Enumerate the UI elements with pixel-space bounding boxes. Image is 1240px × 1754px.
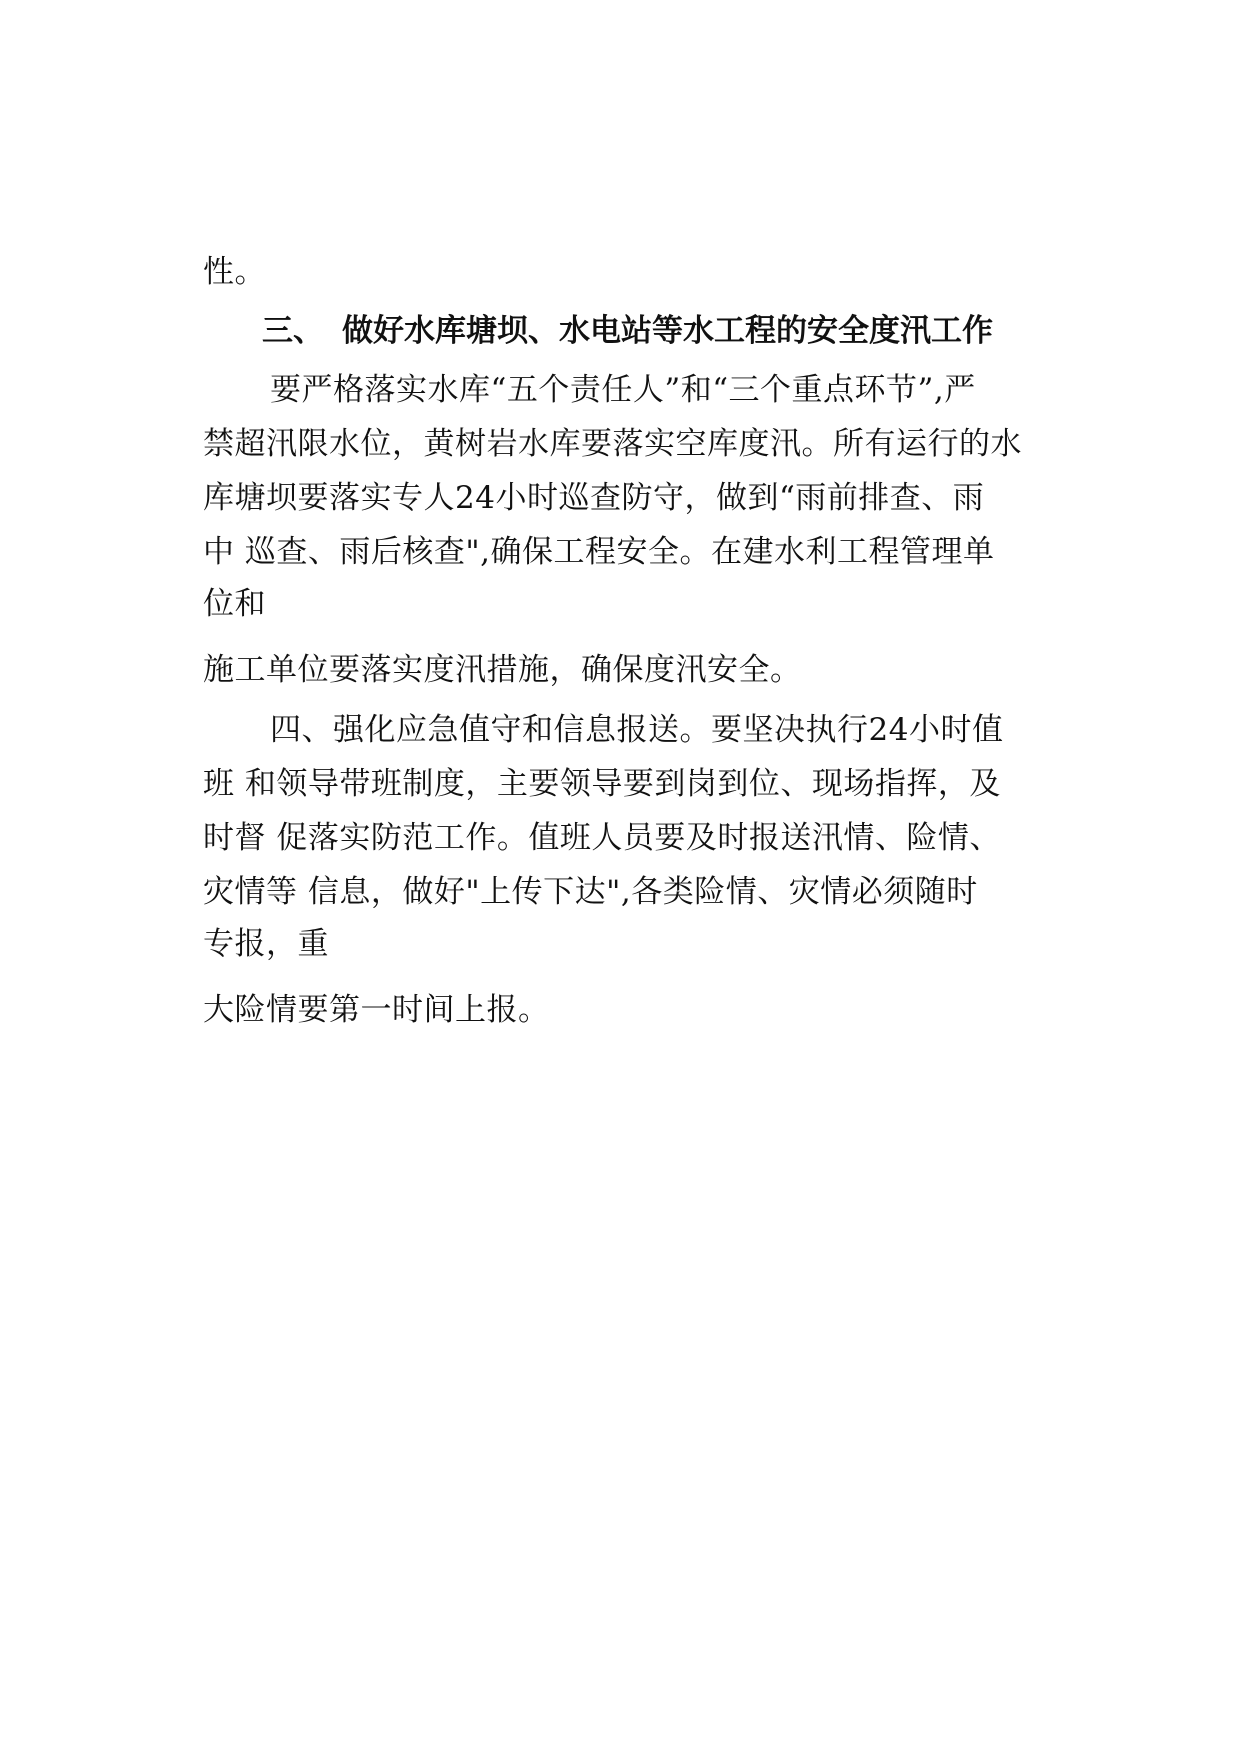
text-line-7: 位和 (203, 586, 266, 622)
text-line-12: 灾情等 信息，做好"上传下达",各类险情、灾情必须随时 (203, 874, 978, 910)
section-heading-3 (262, 311, 1062, 351)
text-line-10: 班 和领导带班制度，主要领导要到岗到位、现场指挥，及 (203, 766, 1001, 802)
text-line-1: 性。 (203, 254, 266, 290)
text-line-8: 施工单位要落实度汛措施，确保度汛安全。 (203, 652, 802, 688)
section-heading-number: 三、 (262, 313, 324, 349)
text-line-4: 禁超汛限水位，黄树岩水库要落实空库度汛。所有运行的水 (203, 426, 1022, 462)
text-line-13: 专报，重 (203, 926, 329, 962)
text-line-5: 库塘坝要落实专人24小时巡查防守，做到“雨前排查、雨 (203, 480, 985, 516)
text-line-3: 要严格落实水库“五个责任人”和“三个重点环节”,严 (270, 372, 976, 408)
text-line-6: 中 巡查、雨后核查",确保工程安全。在建水利工程管理单 (203, 534, 995, 570)
text-line-14: 大险情要第一时间上报。 (203, 992, 550, 1028)
text-line-11: 时督 促落实防范工作。值班人员要及时报送汛情、险情、 (203, 820, 1001, 856)
section-heading-text: 做好水库塘坝、水电站等水工程的安全度汛工作 (342, 313, 993, 349)
text-line-9: 四、强化应急值守和信息报送。要坚决执行24小时值 (270, 712, 1004, 748)
